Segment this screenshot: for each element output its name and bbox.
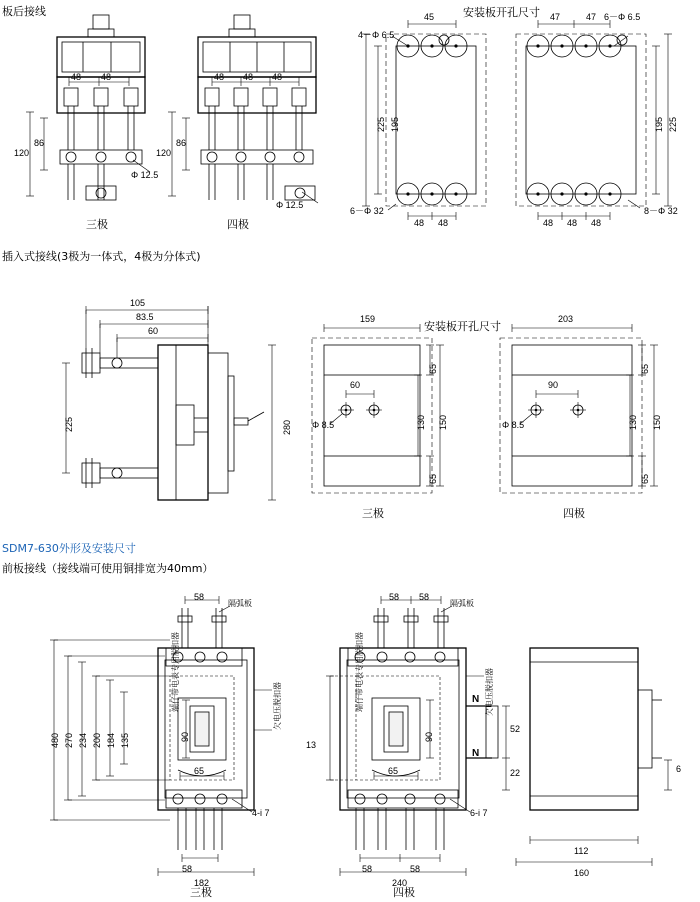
dim-right-48c: 48 <box>591 218 602 228</box>
dim-rear4p-86: 86 <box>176 138 187 148</box>
dim-front3p-234: 234 <box>78 732 88 748</box>
dim-front3p-480: 480 <box>50 732 60 748</box>
dim-left-48b: 48 <box>438 218 449 228</box>
dim-rear3p-120: 120 <box>14 148 30 158</box>
caption-front-3pole: 三极 <box>190 886 212 899</box>
dim-front3p-90: 90 <box>180 731 190 742</box>
dim-front4p-58a: 58 <box>389 592 400 602</box>
caption-front-4pole: 四极 <box>393 886 415 899</box>
dim-front4p-90: 90 <box>424 731 434 742</box>
dim-plugin4p-130: 130 <box>628 414 638 430</box>
dim-right-47a: 47 <box>550 12 561 22</box>
dim-rear4p-48b: 48 <box>243 72 254 82</box>
dim-front4p-58d: 58 <box>410 864 421 874</box>
plugin-3pole-panel <box>312 324 444 493</box>
dim-left-48a: 48 <box>414 218 425 228</box>
dim-plugin-225: 225 <box>64 416 74 432</box>
section-title-front: 前板接线（接线端可使用铜排宽为40mm） <box>2 562 214 575</box>
dim-right-225: 225 <box>668 116 678 132</box>
label-front4p-n-top: N <box>472 694 480 705</box>
dim-plugin3p-130: 130 <box>416 414 426 430</box>
dim-rear3p-48a: 48 <box>71 72 82 82</box>
dim-front3p-270: 270 <box>64 732 74 748</box>
dim-rear3p-phi: Φ 12.5 <box>131 170 159 180</box>
caption-rear-4pole: 四极 <box>227 218 249 231</box>
dim-rear4p-48a: 48 <box>214 72 225 82</box>
dim-front4p-58c: 58 <box>362 864 373 874</box>
text-front4p-meter-trip: 端仔带电表专用脱扣器 <box>355 632 364 712</box>
section-title-rear: 板后接线 <box>2 5 46 18</box>
dim-front4p-65: 65 <box>388 766 399 776</box>
dim-right-48b: 48 <box>567 218 578 228</box>
caption-rear-3pole: 三极 <box>86 218 108 231</box>
dim-right-48a: 48 <box>543 218 554 228</box>
dim-plugin-60: 60 <box>148 326 159 336</box>
plugin-4pole-panel <box>500 324 658 493</box>
dim-plugin4p-203: 203 <box>558 314 574 324</box>
note-right-6phi65: 6－Φ 6.5 <box>604 12 641 22</box>
dim-left-225: 225 <box>376 116 386 132</box>
dim-right-47b: 47 <box>586 12 597 22</box>
dim-plugin3p-65a: 65 <box>428 363 438 374</box>
dim-front4p-22: 22 <box>510 768 521 778</box>
dim-plugin4p-150: 150 <box>652 414 662 430</box>
section-title-sdm7: SDM7-630外形及安装尺寸 <box>2 542 136 555</box>
text-front3p-meter-trip: 端仔带电表专用脱扣器 <box>171 632 180 712</box>
caption-plugin-4pole: 四极 <box>563 507 585 520</box>
dim-rear4p-120: 120 <box>156 148 172 158</box>
dim-rear3p-48b: 48 <box>101 72 112 82</box>
label-front3p-hole: 4-i 7 <box>252 808 270 818</box>
label-front3p-arcplate: 隔弧板 <box>228 599 252 608</box>
dim-front3p-58top: 58 <box>194 592 205 602</box>
dim-right-195: 195 <box>654 116 664 132</box>
dim-front3p-65: 65 <box>194 766 205 776</box>
dim-side-6: 6 <box>676 764 682 774</box>
dim-rear4p-phi: Φ 12.5 <box>276 200 304 210</box>
label-front4p-hole: 6-i 7 <box>470 808 488 818</box>
dim-plugin4p-90: 90 <box>548 380 559 390</box>
rear-panel-right <box>516 20 672 220</box>
dim-rear3p-86: 86 <box>34 138 45 148</box>
dim-plugin4p-65a: 65 <box>640 363 650 374</box>
dim-plugin3p-150: 150 <box>438 414 448 430</box>
dim-plugin3p-60: 60 <box>350 380 361 390</box>
dim-plugin4p-65b: 65 <box>640 473 650 484</box>
dim-front3p-58bottom: 58 <box>182 864 193 874</box>
label-front4p-n-bottom: N <box>472 748 480 759</box>
dim-front3p-184: 184 <box>106 732 116 748</box>
note-left-4phi65: 4－Φ 6.5 <box>358 30 395 40</box>
dim-plugin-105: 105 <box>130 298 146 308</box>
dim-plugin-835: 83.5 <box>136 312 154 322</box>
title-rear-mount: 安装板开孔尺寸 <box>463 6 540 19</box>
dim-plugin3p-159: 159 <box>360 314 376 324</box>
text-front4p-undervoltage: 欠电压脱扣器 <box>485 668 494 716</box>
dim-front3p-135: 135 <box>120 732 130 748</box>
dim-left-195: 195 <box>390 116 400 132</box>
dim-plugin4p-phi85: Φ 8.5 <box>502 420 525 430</box>
dim-front3p-200: 200 <box>92 732 102 748</box>
text-front3p-undervoltage: 欠电压脱扣器 <box>273 682 282 730</box>
front-side-view <box>516 648 672 866</box>
dim-plugin3p-phi85: Φ 8.5 <box>312 420 335 430</box>
note-right-8phi32: 8－Φ 32 <box>644 206 678 216</box>
rear-4pole-figure <box>168 15 318 203</box>
section-title-plugin: 插入式接线(3极为一体式，4极为分体式) <box>2 250 201 263</box>
dim-front4p-58b: 58 <box>419 592 430 602</box>
dim-side-112: 112 <box>574 846 589 856</box>
note-left-6phi32: 6－Φ 32 <box>350 206 384 216</box>
dim-front4p-52: 52 <box>510 724 521 734</box>
dim-left-45: 45 <box>424 12 435 22</box>
caption-plugin-3pole: 三极 <box>362 507 384 520</box>
plugin-side-view <box>62 306 276 500</box>
dim-plugin-280: 280 <box>282 419 292 435</box>
dim-side-160: 160 <box>574 868 590 878</box>
dim-rear4p-48c: 48 <box>272 72 283 82</box>
dim-front4p-240: 240 <box>392 878 408 888</box>
title-plugin-mount: 安装板开孔尺寸 <box>424 320 501 333</box>
dim-front4p-13: 13 <box>306 740 317 750</box>
dim-front3p-182: 182 <box>194 878 210 888</box>
label-front4p-arcplate: 隔弧板 <box>450 599 474 608</box>
dim-plugin3p-65b: 65 <box>428 473 438 484</box>
